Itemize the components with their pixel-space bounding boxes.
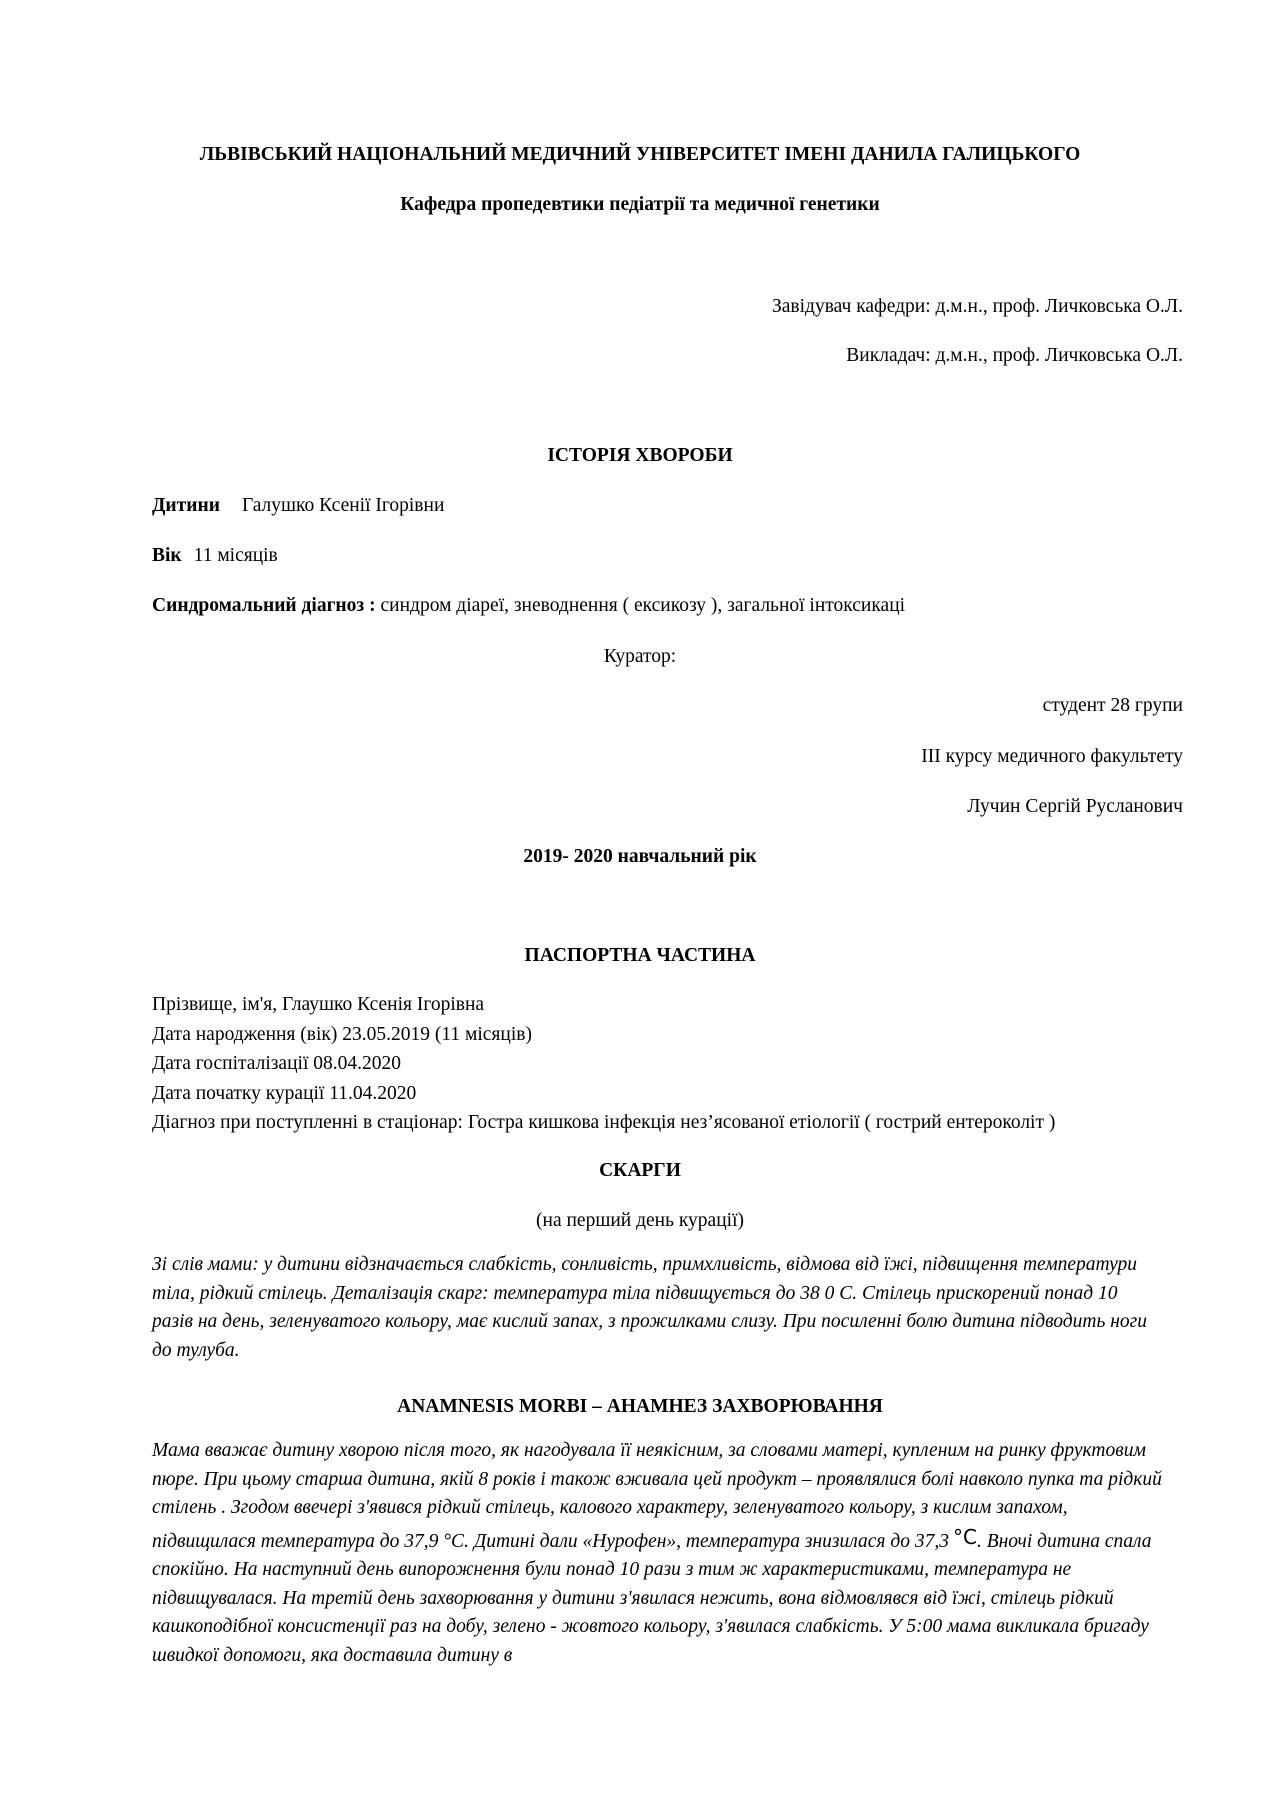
syndromic-diagnosis-line: [152, 594, 905, 618]
curator-course: ІІІ курсу медичного факультету: [921, 746, 1183, 767]
diagnosis-label: Синдромальний діагноз :: [152, 595, 376, 616]
passport-heading: ПАСПОРТНА ЧАСТИНА: [524, 945, 756, 966]
anamnesis-heading: ANAMNESIS MORBI – АНАМНЕЗ ЗАХВОРЮВАННЯ: [397, 1396, 883, 1417]
anamnesis-text-part2: . Вночі дитина спала спокійно. На наступний день випорожнення були понад 10 рази з тим ж характеристиками, температура не підвищувалася. На третій день захворювання у дитини з'явилася нежить, вона відмовлявся від їжі, стілець рідкий кашкоподібної консистенції раз на добу, зелено - жовтого кольору, з'явилася слабкість. У 5:00 мама викликала бригаду швидкої допомоги, яка доставила дитину в: [152, 1530, 1152, 1666]
passport-hospitalization-date: Дата госпіталізації 08.04.2020: [152, 1053, 401, 1074]
complaints-text: Зі слів мами: у дитини відзначається слабкість, сонливість, примхливість, відмова від їжі, підвищення температури тіла, рідкий стілець. Деталізація скарг: температура тіла підвищується до 38 0 С. Стілець прискорений понад 10 разів на день, зеленуватого кольору, має кислий запах, з прожилками слизу. При посиленні болю дитина підводить ноги до тулуба.: [152, 1254, 1147, 1361]
child-line: [152, 494, 444, 518]
complaints-subheading: (на перший день курації): [536, 1210, 744, 1231]
head-of-department: Завідувач кафедри: д.м.н., проф. Личковська О.Л.: [772, 296, 1183, 317]
passport-admission-diagnosis: Діагноз при поступленні в стаціонар: Гостра кишкова інфекція нез’ясованої етіології ( гострий ентероколіт ): [152, 1112, 1056, 1133]
passport-birth-date: Дата народження (вік) 23.05.2019 (11 місяців): [152, 1023, 532, 1045]
child-name: Галушко Ксенії Ігорівни: [241, 495, 445, 516]
passport-curation-start: Дата початку курації 11.04.2020: [152, 1082, 417, 1104]
age-label: Вік: [152, 545, 182, 566]
university-name: ЛЬВІВСЬКИЙ НАЦІОНАЛЬНИЙ МЕДИЧНИЙ УНІВЕРСИТЕТ ІМЕНІ ДАНИЛА ГАЛИЦЬКОГО: [199, 144, 1081, 165]
document-title: ІСТОРІЯ ХВОРОБИ: [547, 445, 733, 466]
anamnesis-text: [152, 1437, 1162, 1670]
passport-section: [152, 990, 1055, 1138]
anamnesis-text-part1: Мама вважає дитину хворою після того, як нагодувала її неякісним, за словами матері, купленим на ринку фруктовим пюре. При цьому старша дитина, якій 8 років і також вживала цей продукт – проявлялися болі навколо пупка та рідкий стілень . Згодом ввечері з'явився рідкий стілець, калового характеру, зеленуватого кольору, з кислим запахом, підвищилася температура до 37,9 °С. Дитині дали «Нурофен», температура знизилася до 37,3: [152, 1440, 1162, 1552]
curator-name: Лучин Сергій Русланович: [967, 796, 1183, 817]
age-value: 11 місяців: [193, 545, 278, 566]
age-line: [152, 544, 278, 568]
passport-surname: Прізвище, ім'я, Глаушко Ксенія Ігорівна: [152, 994, 485, 1015]
curator-label: Куратор:: [603, 646, 677, 667]
academic-year: 2019- 2020 навчальний рік: [523, 846, 757, 867]
child-label: Дитини: [152, 495, 220, 516]
diagnosis-value: синдром діареї, зневоднення ( ексикозу ), загальної інтоксикаці: [380, 595, 906, 616]
lecturer: Викладач: д.м.н., проф. Личковська О.Л.: [846, 345, 1183, 366]
complaints-heading: СКАРГИ: [599, 1160, 681, 1181]
degree-celsius-symbol: °С: [952, 1524, 977, 1549]
curator-group: студент 28 групи: [1042, 695, 1183, 716]
department-name: Кафедра пропедевтики педіатрії та медичної генетики: [400, 194, 880, 215]
